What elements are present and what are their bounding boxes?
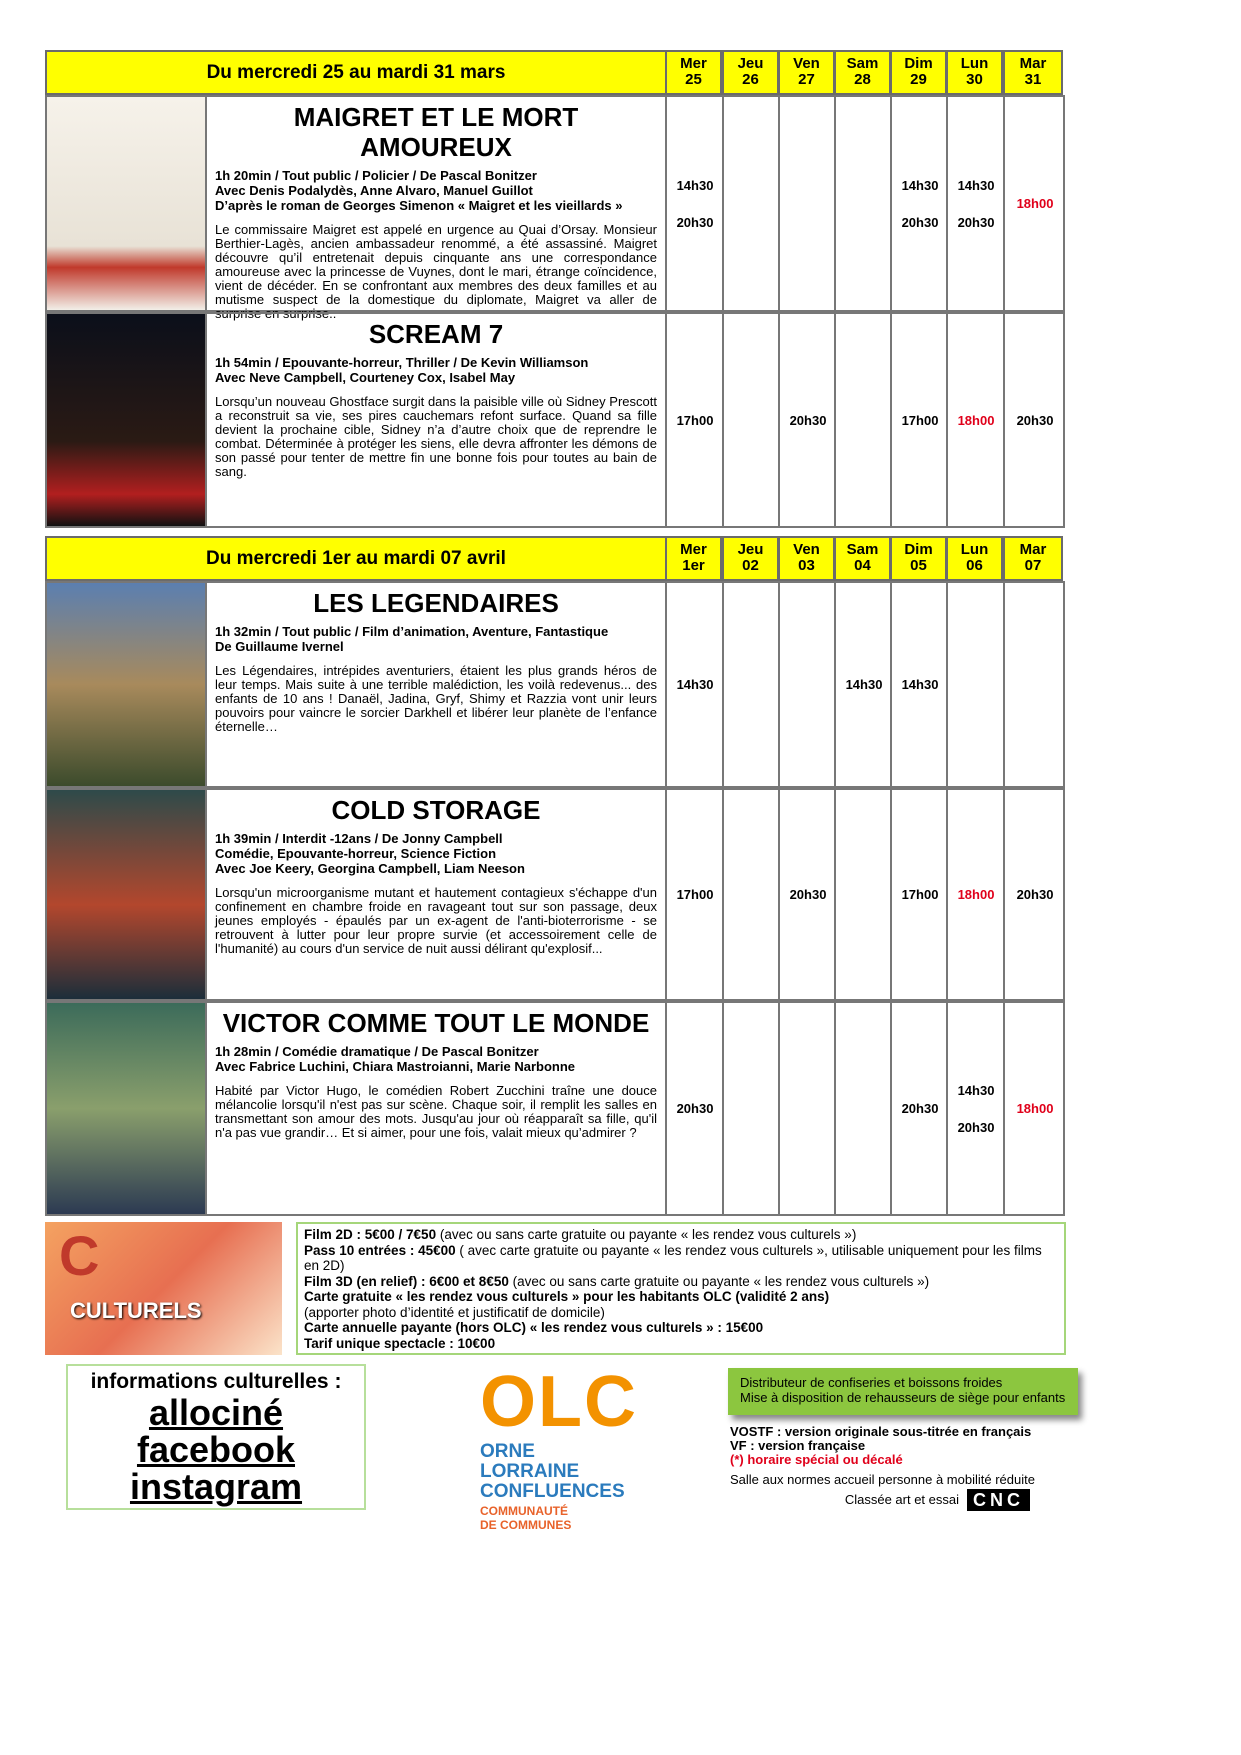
showtime-cell <box>834 583 892 786</box>
day-number: 1er <box>682 557 705 574</box>
day-number: 02 <box>742 557 759 574</box>
pricing-bold: Carte annuelle payante (hors OLC) « les rendez vous culturels » : 15€00 <box>304 1320 764 1335</box>
showtime-cell <box>722 790 780 999</box>
showtime[interactable]: 20h30 <box>1016 412 1054 428</box>
film-meta: Avec Joe Keery, Georgina Campbell, Liam Neeson <box>215 861 525 876</box>
film-description: Habité par Victor Hugo, le comédien Robert Zucchini traîne une douce mélancolie lorsqu'il n'est pas sur scène. Chaque soir, il remplit les salles en transmettant son amour des mots. Jusqu'au jour où réapparaît sa fille, qu'il n'a pas vue grandir… Et si aimer, pour une fois, valait mieux qu’admirer ? <box>215 1083 657 1140</box>
showtime-cell <box>722 583 780 786</box>
olc-lines <box>480 1442 640 1502</box>
special-showtime[interactable]: 18h00 <box>1016 1101 1054 1116</box>
pricing-bold: Carte gratuite « les rendez vous culturels » pour les habitants OLC (validité 2 ans) <box>304 1289 830 1304</box>
pricing-line <box>304 1227 1058 1243</box>
showtime[interactable]: 20h30 <box>957 1119 995 1135</box>
film-info <box>209 1003 663 1214</box>
week-title: Du mercredi 1er au mardi 07 avril <box>45 536 667 581</box>
showtime[interactable]: 17h00 <box>676 887 714 902</box>
day-header <box>778 50 835 95</box>
day-name: Lun <box>960 541 989 558</box>
film-meta: De Guillaume Ivernel <box>215 639 344 654</box>
showtime-cell <box>665 97 723 310</box>
day-header <box>665 50 722 95</box>
showtime[interactable]: 20h30 <box>901 214 939 230</box>
showtime[interactable]: 14h30 <box>901 177 939 193</box>
week-title: Du mercredi 25 au mardi 31 mars <box>45 50 667 95</box>
film-row <box>45 788 1065 1001</box>
showtime-cell <box>834 314 892 526</box>
film-title: LES LEGENDAIRES <box>313 588 559 618</box>
pricing-bold: Film 3D (en relief) : 6€00 et 8€50 <box>304 1273 509 1289</box>
showtime-cell <box>946 97 1004 310</box>
film-poster <box>47 97 207 310</box>
day-number: 28 <box>854 71 871 88</box>
link-instagram[interactable]: instagram <box>129 1466 303 1507</box>
showtime-cell <box>1003 314 1065 526</box>
showtime[interactable]: 20h30 <box>676 1101 714 1116</box>
pricing-note: ( avec carte gratuite ou payante « les rendez vous culturels », utilisable uniquement pour les films en 2D) <box>304 1242 1042 1273</box>
showtime-cell <box>834 1003 892 1214</box>
showtime-cell <box>890 1003 948 1214</box>
day-header <box>722 50 779 95</box>
day-number: 05 <box>910 557 927 574</box>
film-poster <box>47 790 207 999</box>
info-box <box>66 1364 366 1510</box>
legend-access: Salle aux normes accueil personne à mobilité réduite <box>730 1472 1035 1487</box>
showtime-cell <box>890 790 948 999</box>
showtime[interactable]: 14h30 <box>676 177 714 193</box>
day-number: 31 <box>1024 71 1042 88</box>
olc-line: CONFLUENCES <box>480 1481 625 1502</box>
film-row <box>45 1001 1065 1216</box>
day-header <box>778 536 835 581</box>
day-name: Ven <box>793 55 820 72</box>
pricing-note: (avec ou sans carte gratuite ou payante « les rendez vous culturels ») <box>436 1227 857 1242</box>
film-meta: Comédie, Epouvante-horreur, Science Fiction <box>215 846 497 861</box>
film-title: MAIGRET ET LE MORT AMOUREUX <box>293 102 579 162</box>
day-header <box>665 536 722 581</box>
showtime[interactable]: 14h30 <box>901 677 939 692</box>
day-name: Sam <box>846 55 879 72</box>
day-number: 27 <box>798 71 815 88</box>
film-title: COLD STORAGE <box>331 795 541 825</box>
film-description: Lorsqu’un nouveau Ghostface surgit dans la paisible ville où Sidney Prescott a reconstruit sa vie, ses pires cauchemars refont surface. Quand sa fille devient la prochaine cible, Sidney n’a d’autre choix que de reprendre le combat. Déterminée à protéger les siens, elle devra affronter les démons de son passé pour tenter de mettre fin une bonne fois pour toutes au bain de sang. <box>215 394 657 479</box>
film-meta: 1h 28min / Comédie dramatique / De Pascal Bonitzer <box>215 1044 539 1059</box>
pricing-line <box>304 1243 1058 1274</box>
olc-line: ORNE <box>480 1441 535 1462</box>
day-number: 26 <box>742 71 759 88</box>
day-header <box>890 536 947 581</box>
day-header <box>834 50 891 95</box>
showtime[interactable]: 17h00 <box>901 412 939 428</box>
pricing-note: (apporter photo d’identité et justificatif de domicile) <box>304 1304 605 1320</box>
showtime-cell <box>778 97 836 310</box>
pricing-bold: Film 2D : 5€00 / 7€50 <box>304 1227 437 1242</box>
week-header <box>45 50 1065 95</box>
showtime[interactable]: 20h30 <box>789 412 827 428</box>
film-row <box>45 312 1065 528</box>
week-header <box>45 536 1065 581</box>
legend <box>730 1425 1060 1511</box>
showtime-cell <box>665 583 723 786</box>
film-row <box>45 95 1065 321</box>
cnc-logo: CNC <box>967 1489 1030 1511</box>
showtime[interactable]: 14h30 <box>957 1082 995 1098</box>
culture-card-image <box>45 1222 282 1355</box>
link-allocine[interactable]: allociné <box>148 1392 284 1433</box>
showtime-cell <box>946 1003 1004 1214</box>
showtime-cell <box>890 583 948 786</box>
showtime-cell <box>890 314 948 526</box>
film-row <box>45 581 1065 788</box>
film-title: SCREAM 7 <box>368 319 504 349</box>
showtime-cell <box>722 97 780 310</box>
services-box <box>728 1368 1078 1415</box>
olc-line: LORRAINE <box>480 1461 580 1482</box>
showtime-cell <box>778 1003 836 1214</box>
pricing-line <box>304 1320 1058 1336</box>
day-name: Mar <box>1019 55 1047 72</box>
film-meta: D’après le roman de Georges Simenon « Maigret et les vieillards » <box>215 198 623 213</box>
showtime[interactable]: 17h00 <box>901 887 939 902</box>
pricing-bold: Pass 10 entrées : 45€00 <box>304 1242 456 1258</box>
showtime-cell <box>722 1003 780 1214</box>
legend-special: (*) horaire spécial ou décalé <box>730 1452 903 1467</box>
legend-classe: Classée art et essai <box>844 1492 959 1507</box>
showtime-cell <box>665 790 723 999</box>
card-word: CULTURELS <box>70 1298 202 1323</box>
showtime-cell <box>834 97 892 310</box>
olc-logo <box>480 1362 640 1532</box>
info-heading: informations culturelles : <box>90 1370 342 1393</box>
showtime-cell <box>778 314 836 526</box>
film-info <box>209 790 663 999</box>
showtime-cell <box>946 790 1004 999</box>
film-meta: Avec Denis Podalydès, Anne Alvaro, Manuel Guillot <box>215 183 533 198</box>
showtime-cell <box>1003 1003 1065 1214</box>
showtime-cell <box>834 790 892 999</box>
service-line: Mise à disposition de rehausseurs de siège pour enfants <box>740 1390 1066 1405</box>
showtime-cell <box>722 314 780 526</box>
olc-big: OLC <box>480 1362 638 1442</box>
film-meta: 1h 39min / Interdit -12ans / De Jonny Campbell <box>215 831 503 846</box>
film-description: Les Légendaires, intrépides aventuriers, étaient les plus grands héros de leur temps. Mais suite à une terrible malédiction, les voilà redevenus... des enfants de 10 ans ! Danaël, Jadina, Gryf, Shimy et Razzia vont unir leurs pouvoirs pour vaincre le sorcier Darkhell et libérer leur planète de l’enfance éternelle… <box>215 663 657 734</box>
film-meta: 1h 54min / Epouvante-horreur, Thriller / De Kevin Williamson <box>215 355 589 370</box>
film-info <box>209 97 663 321</box>
showtime-cell <box>778 790 836 999</box>
legend-vostf: VOSTF : version originale sous-titrée en français <box>730 1424 1032 1439</box>
pricing-line <box>304 1336 1058 1352</box>
film-meta: Avec Fabrice Luchini, Chiara Mastroianni, Marie Narbonne <box>215 1059 575 1074</box>
showtime[interactable]: 20h30 <box>901 1101 939 1116</box>
showtime[interactable]: 14h30 <box>676 677 714 692</box>
day-header <box>946 50 1003 95</box>
showtime[interactable]: 14h30 <box>845 677 883 692</box>
day-number: 30 <box>966 71 983 88</box>
pricing-line <box>304 1305 1058 1321</box>
day-number: 25 <box>685 71 702 88</box>
olc-sub: COMMUNAUTÉ <box>480 1504 568 1518</box>
showtime[interactable]: 20h30 <box>789 887 827 902</box>
showtime-cell <box>890 97 948 310</box>
day-name: Ven <box>793 541 820 558</box>
pricing-note: (avec ou sans carte gratuite ou payante « les rendez vous culturels ») <box>508 1273 930 1289</box>
day-name: Mer <box>680 541 707 558</box>
olc-sub: DE COMMUNES <box>480 1518 572 1532</box>
film-description: Le commissaire Maigret est appelé en urgence au Quai d’Orsay. Monsieur Berthier-Lagès, ancien ambassadeur renommé, a été assassiné. Maigret découvre qu’il entretenait depuis cinquante ans une correspondance amoureuse avec la princesse de Vuynes, dont le mari, étrange coïncidence, vient de décéder. En se confrontant aux membres des deux familles et au mutisme suspect de la domestique du diplomate, Maigret va aller de surprise en surprise.. <box>215 222 657 321</box>
film-meta: 1h 20min / Tout public / Policier / De Pascal Bonitzer <box>215 168 537 183</box>
day-header <box>722 536 779 581</box>
pricing-bold: Tarif unique spectacle : 10€00 <box>304 1335 496 1351</box>
service-line: Distributeur de confiseries et boissons froides <box>740 1375 1003 1390</box>
showtime[interactable]: 20h30 <box>676 214 714 230</box>
film-poster <box>47 1003 207 1214</box>
showtime[interactable]: 14h30 <box>957 177 995 193</box>
pricing-line <box>304 1289 1058 1305</box>
card-c-logo: C <box>59 1224 100 1287</box>
day-name: Dim <box>904 541 933 558</box>
special-showtime[interactable]: 18h00 <box>957 412 995 428</box>
legend-vf: VF : version française <box>730 1438 866 1453</box>
showtime-cell <box>778 583 836 786</box>
day-name: Mer <box>680 55 707 72</box>
showtime-cell <box>946 583 1004 786</box>
day-number: 29 <box>910 71 927 88</box>
film-meta: Avec Neve Campbell, Courteney Cox, Isabel May <box>215 370 516 385</box>
day-name: Jeu <box>737 541 764 558</box>
special-showtime[interactable]: 18h00 <box>1016 196 1054 211</box>
day-name: Dim <box>904 55 933 72</box>
showtime-cell <box>1003 97 1065 310</box>
pricing-line <box>304 1274 1058 1290</box>
showtime-cell <box>1003 790 1065 999</box>
film-title: VICTOR COMME TOUT LE MONDE <box>222 1008 650 1038</box>
showtime-cell <box>665 314 723 526</box>
day-header <box>890 50 947 95</box>
day-number: 04 <box>854 557 871 574</box>
showtime-cell <box>946 314 1004 526</box>
film-info <box>209 314 663 526</box>
showtime-cell <box>665 1003 723 1214</box>
special-showtime[interactable]: 18h00 <box>957 887 995 902</box>
showtime-cell <box>1003 583 1065 786</box>
day-name: Lun <box>960 55 989 72</box>
film-description: Lorsqu'un microorganisme mutant et hautement contagieux s'échappe d'un confinement en chambre froide en ravageant tout sur son passage, deux jeunes employés - épaulés par un ex-agent de l'anti-bioterrorisme - se retrouvent à lutter pour leur propre survie (et accessoirement celle de l'humanité) au cours d'un service de nuit aussi délirant qu'explosif... <box>215 885 657 956</box>
showtime[interactable]: 20h30 <box>1016 887 1054 902</box>
day-header <box>946 536 1003 581</box>
day-header <box>1003 50 1063 95</box>
film-poster <box>47 314 207 526</box>
pricing-box <box>296 1222 1066 1355</box>
link-facebook[interactable]: facebook <box>136 1429 296 1470</box>
day-number: 07 <box>1024 557 1042 574</box>
showtime[interactable]: 20h30 <box>957 214 995 230</box>
day-header <box>1003 536 1063 581</box>
day-number: 03 <box>798 557 815 574</box>
day-header <box>834 536 891 581</box>
showtime[interactable]: 17h00 <box>676 412 714 428</box>
film-poster <box>47 583 207 786</box>
day-name: Jeu <box>737 55 764 72</box>
day-name: Mar <box>1019 541 1047 558</box>
film-info <box>209 583 663 786</box>
film-meta: 1h 32min / Tout public / Film d’animation, Aventure, Fantastique <box>215 624 609 639</box>
day-number: 06 <box>966 557 983 574</box>
day-name: Sam <box>846 541 879 558</box>
